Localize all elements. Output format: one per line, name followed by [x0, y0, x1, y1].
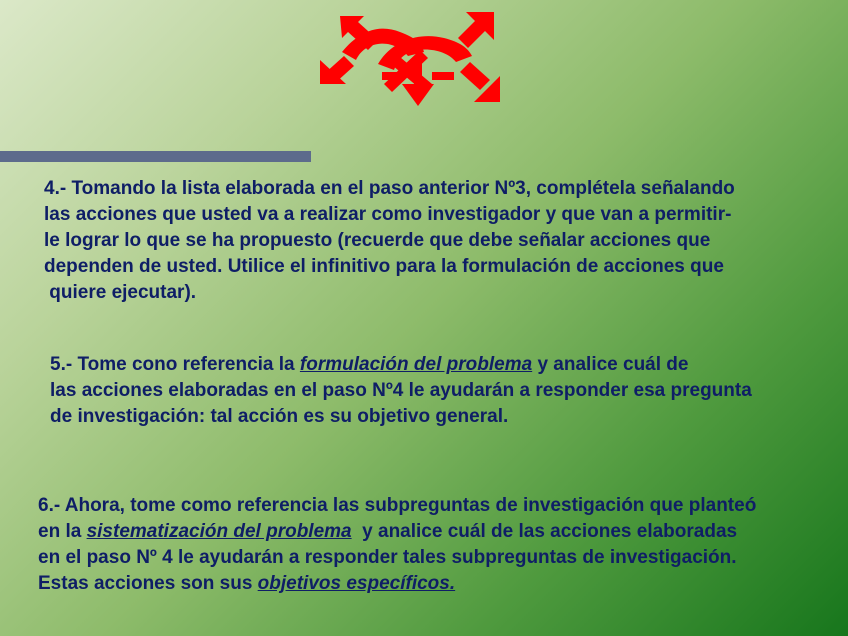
objetivos-especificos-term: objetivos específicos. — [257, 573, 456, 594]
step-6-line-2-lead: en la — [38, 521, 87, 542]
red-arrows-icon — [320, 12, 502, 108]
step-6-paragraph — [38, 493, 756, 597]
step-5-paragraph — [50, 352, 752, 430]
step-5-line-1-lead: 5.- Tome cono referencia la — [50, 354, 300, 375]
step-6-line-2 — [38, 519, 756, 545]
step-6-line-1: 6.- Ahora, tome como referencia las subpreguntas de investigación que planteó — [38, 495, 757, 516]
step-5-line-3: de investigación: tal acción es su objetivo general. — [50, 406, 509, 427]
step-4-line-2: las acciones que usted va a realizar como investigador y que van a permitir- — [44, 204, 732, 225]
step-6-line-4-lead: Estas acciones son sus — [38, 573, 258, 594]
step-5-line-1 — [50, 352, 752, 378]
step-4-paragraph — [44, 176, 735, 306]
step-6-line-4 — [38, 571, 756, 597]
step-4-line-3: le lograr lo que se ha propuesto (recuerde que debe señalar acciones que — [44, 230, 711, 251]
step-6-line-2-tail: y analice cuál de las acciones elaboradas — [351, 521, 738, 542]
formulacion-del-problema-term: formulación del problema — [299, 354, 533, 375]
step-4-line-4: dependen de usted. Utilice el infinitivo para la formulación de acciones que — [44, 256, 724, 277]
step-4-line-5: quiere ejecutar). — [44, 282, 197, 303]
step-6-line-3: en el paso Nº 4 le ayudarán a responder tales subpreguntas de investigación. — [38, 547, 737, 568]
divider-bar — [0, 151, 311, 162]
step-5-line-1-tail: y analice cuál de — [532, 354, 689, 375]
step-5-line-2: las acciones elaboradas en el paso Nº4 le ayudarán a responder esa pregunta — [50, 380, 752, 401]
sistematizacion-del-problema-term: sistematización del problema — [86, 521, 352, 542]
step-4-line-1: 4.- Tomando la lista elaborada en el paso anterior Nº3, complétela señalando — [44, 178, 735, 199]
